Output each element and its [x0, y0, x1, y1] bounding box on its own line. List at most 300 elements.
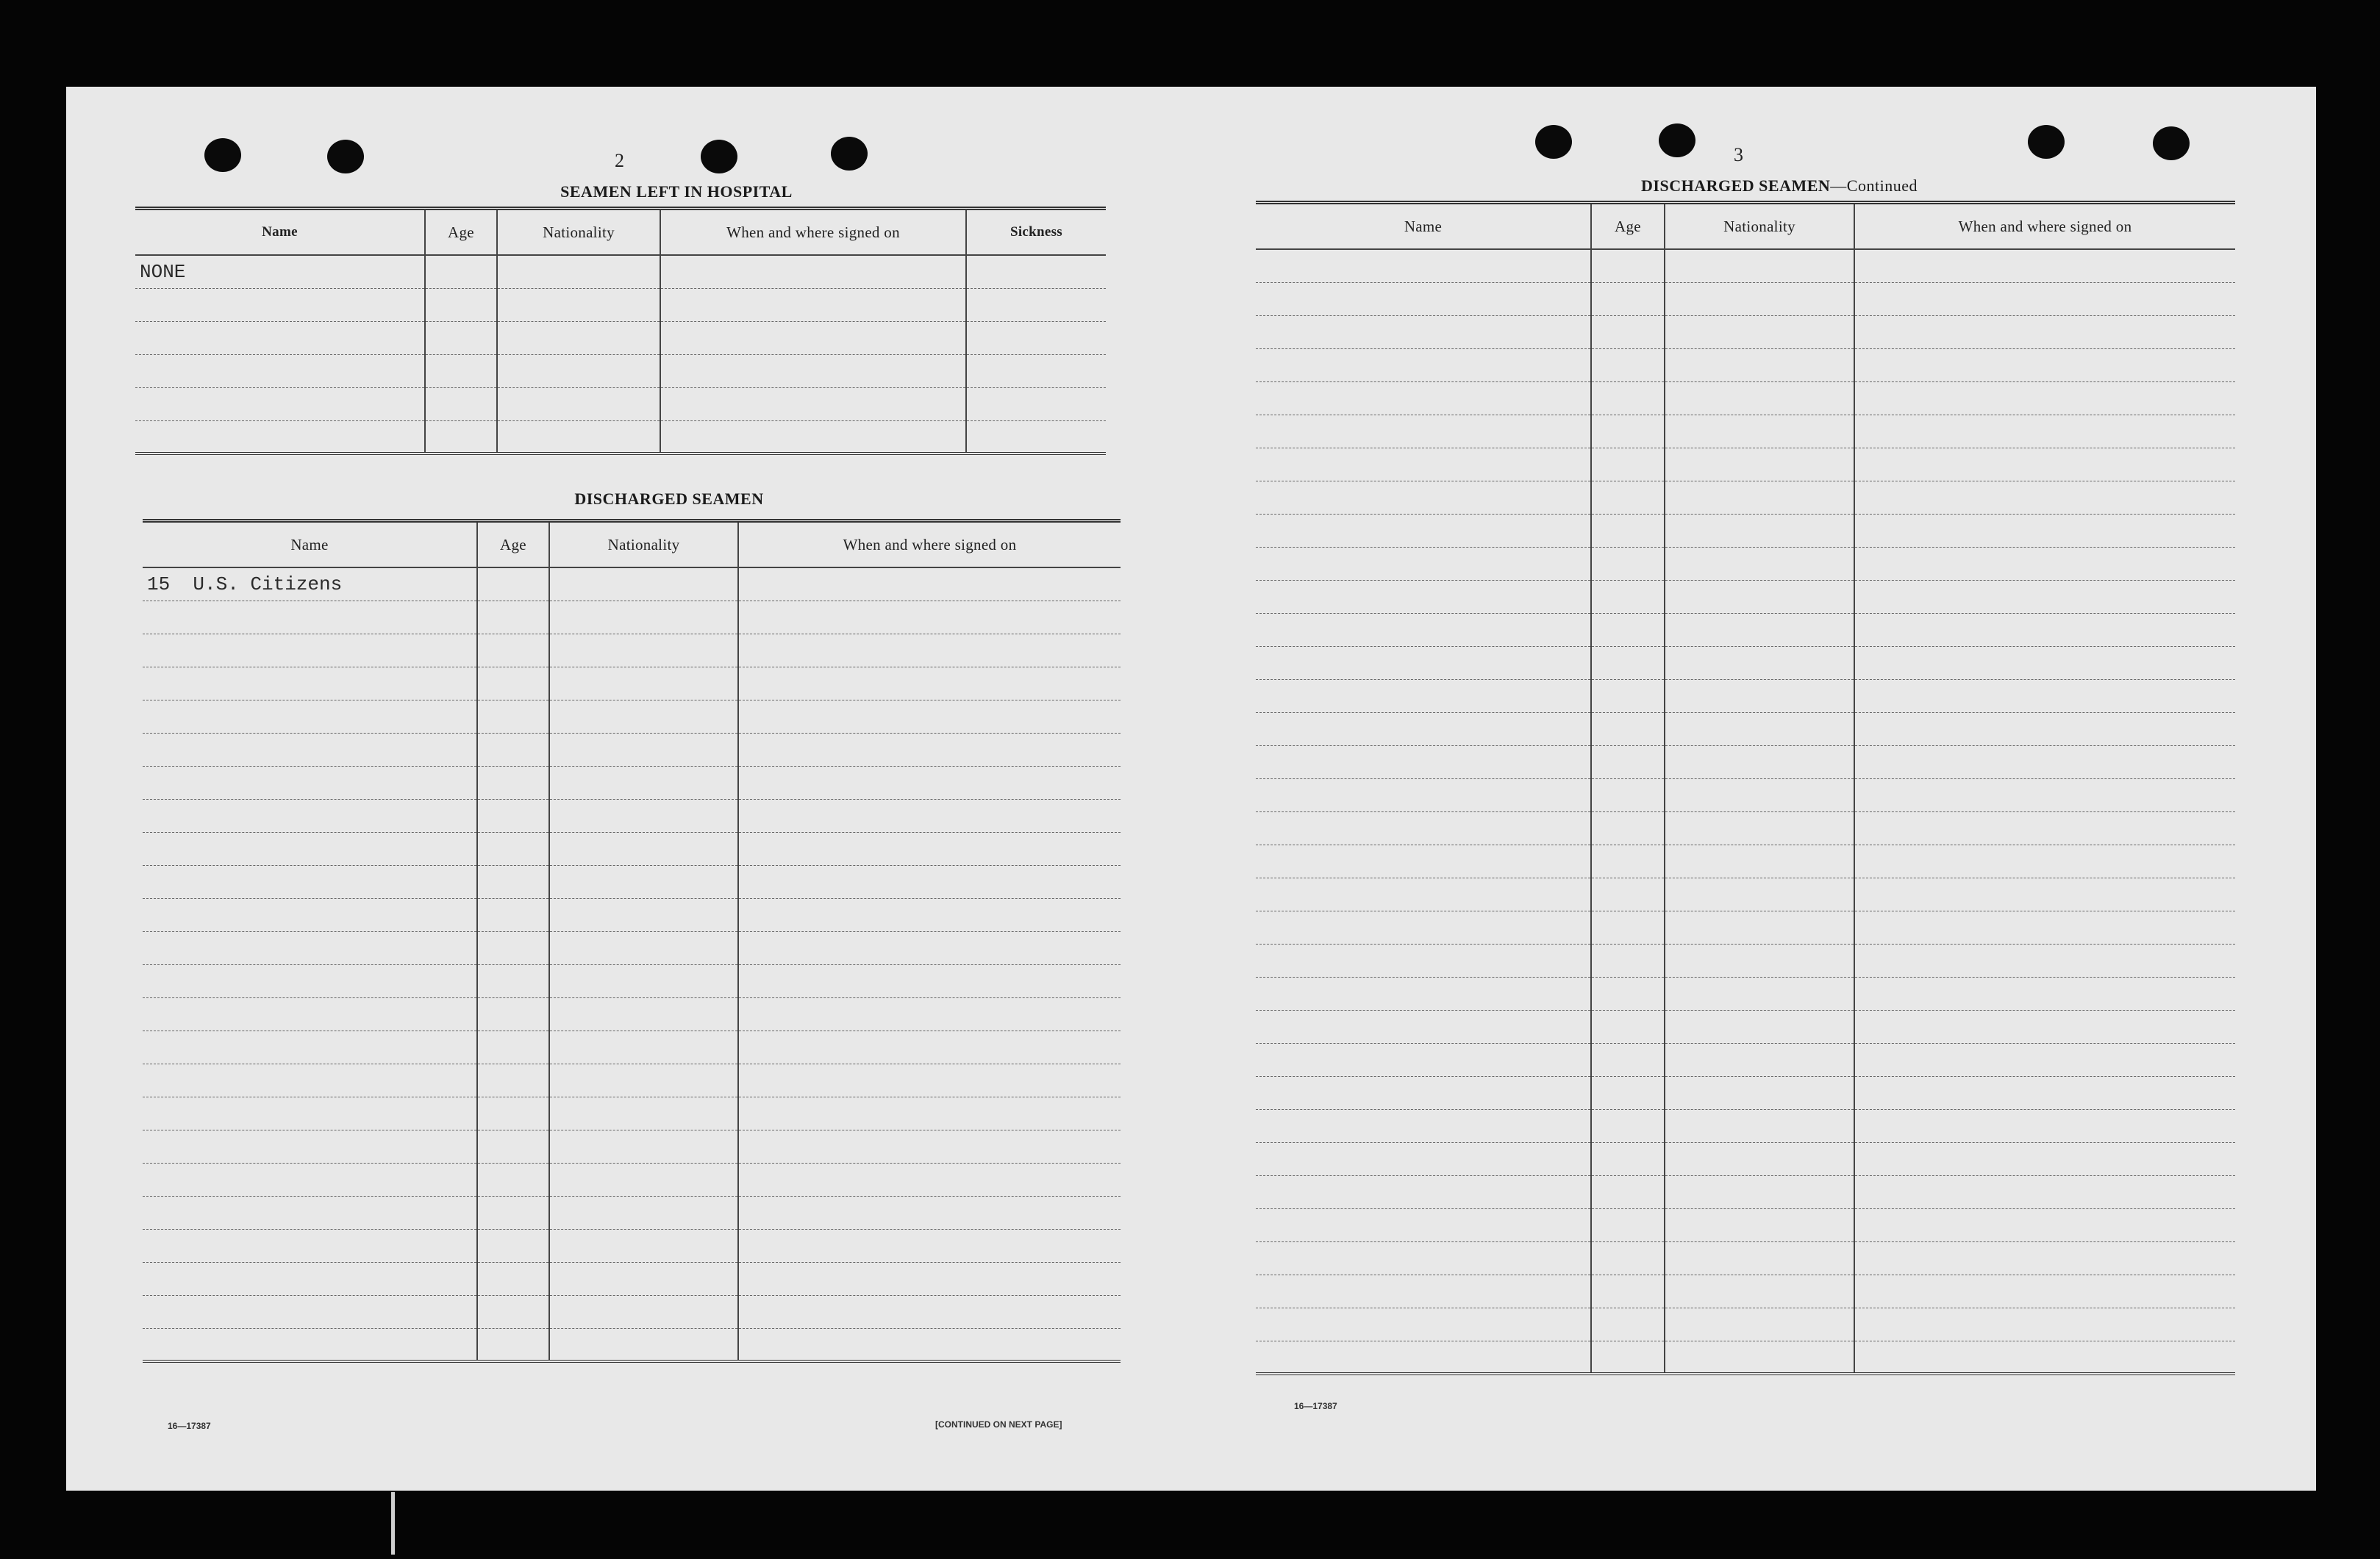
- table-cell: [549, 634, 738, 667]
- table-cell: [1665, 415, 1854, 448]
- table-cell: [738, 667, 1121, 700]
- punch-hole: [2153, 126, 2190, 160]
- table-cell: [477, 1130, 549, 1163]
- table-cell: [1665, 1076, 1854, 1109]
- table-cell: [1665, 348, 1854, 381]
- punch-hole: [1535, 125, 1572, 159]
- table-cell: [549, 1295, 738, 1328]
- table-row: [1256, 1109, 2235, 1142]
- table-cell: [1854, 514, 2235, 547]
- table-row: [1256, 712, 2235, 745]
- table-row: [1256, 282, 2235, 315]
- table-row: [1256, 315, 2235, 348]
- section-title-discharged-continued: [1485, 176, 2073, 196]
- table-cell: NONE: [135, 255, 425, 288]
- col-header-nationality: Nationality: [497, 209, 660, 256]
- table-cell: [549, 1130, 738, 1163]
- table-cell: [1591, 1308, 1665, 1341]
- table-cell: [1591, 646, 1665, 679]
- table-row: [135, 354, 1106, 387]
- table-cell: [143, 1031, 477, 1064]
- table-cell: [1854, 415, 2235, 448]
- table-cell: [1854, 745, 2235, 778]
- table-cell: [477, 733, 549, 766]
- table-cell: [477, 898, 549, 931]
- table-cell: [1854, 1308, 2235, 1341]
- table-cell: [477, 964, 549, 997]
- table-cell: [1665, 613, 1854, 646]
- table-cell: [1854, 315, 2235, 348]
- table-cell: [497, 255, 660, 288]
- table-cell: [143, 700, 477, 733]
- table-cell: [1256, 1175, 1591, 1208]
- table-cell: [1854, 646, 2235, 679]
- table-row: [1256, 1241, 2235, 1275]
- table-cell: [966, 288, 1106, 321]
- punch-hole: [831, 137, 868, 171]
- table-cell: [549, 601, 738, 634]
- table-row: [143, 1163, 1121, 1196]
- table-cell: [1665, 1341, 1854, 1374]
- table-cell: [1591, 613, 1665, 646]
- table-row: [1256, 1010, 2235, 1043]
- table-row: [1256, 811, 2235, 845]
- table-row: [143, 931, 1121, 964]
- col-header-age: Age: [425, 209, 497, 256]
- table-cell: [1854, 845, 2235, 878]
- table-cell: [549, 832, 738, 865]
- table-cell: [738, 1328, 1121, 1361]
- table-cell: [1665, 1275, 1854, 1308]
- table-cell: [549, 667, 738, 700]
- header-row: [135, 209, 1106, 256]
- table-row: [143, 667, 1121, 700]
- table-row: [143, 1031, 1121, 1064]
- table-cell: [738, 964, 1121, 997]
- table-cell: [1256, 878, 1591, 911]
- punch-hole: [327, 140, 364, 173]
- table-row: [1256, 514, 2235, 547]
- page-number: 3: [1734, 144, 1743, 165]
- table-cell: [1591, 778, 1665, 811]
- table-cell: [143, 1328, 477, 1361]
- table-cell: [1665, 381, 1854, 415]
- table-cell: [143, 1196, 477, 1229]
- record-sheet: [66, 87, 2316, 1491]
- table-cell: [738, 733, 1121, 766]
- table-cell: [549, 931, 738, 964]
- table-cell: [738, 567, 1121, 601]
- table-cell: [738, 799, 1121, 832]
- table-cell: [1256, 249, 1591, 282]
- table-row: [135, 387, 1106, 420]
- table-cell: [1854, 282, 2235, 315]
- table-cell: [1591, 514, 1665, 547]
- table-cell: [1854, 977, 2235, 1010]
- scan-artifact-line: [391, 1492, 395, 1555]
- table-cell: [1854, 944, 2235, 977]
- col-header-age: Age: [477, 521, 549, 568]
- table-cell: [1591, 1109, 1665, 1142]
- table-cell: [1256, 1142, 1591, 1175]
- table-row: [1256, 1142, 2235, 1175]
- table-cell: [143, 898, 477, 931]
- table-cell: [1665, 448, 1854, 481]
- table-cell: [549, 1196, 738, 1229]
- table-cell: [1665, 745, 1854, 778]
- table-cell: [1591, 1175, 1665, 1208]
- table-cell: [1854, 448, 2235, 481]
- table-cell: [135, 420, 425, 454]
- table-cell: [477, 634, 549, 667]
- table-row: [1256, 778, 2235, 811]
- punch-hole: [1659, 123, 1695, 157]
- table-cell: [143, 865, 477, 898]
- table-cell: [966, 420, 1106, 454]
- table-cell: [1854, 878, 2235, 911]
- table-row: [143, 1229, 1121, 1262]
- table-cell: [143, 1064, 477, 1097]
- table-cell: [1665, 778, 1854, 811]
- table-cell: [1854, 1341, 2235, 1374]
- table-cell: [1591, 1208, 1665, 1241]
- table-cell: [966, 387, 1106, 420]
- table-cell: [1854, 1275, 2235, 1308]
- table-cell: [1665, 845, 1854, 878]
- table-cell: [549, 1328, 738, 1361]
- table-cell: [1256, 745, 1591, 778]
- table-cell: [477, 931, 549, 964]
- table-cell: [1256, 613, 1591, 646]
- table-cell: [1256, 481, 1591, 514]
- table-cell: [1665, 481, 1854, 514]
- table-cell: [135, 387, 425, 420]
- table-cell: [143, 601, 477, 634]
- col-header-name: Name: [1256, 203, 1591, 250]
- table-row: [1256, 415, 2235, 448]
- table-row: [143, 700, 1121, 733]
- table-cell: [549, 766, 738, 799]
- table-cell: [1256, 778, 1591, 811]
- section-title-text: DISCHARGED SEAMEN: [1641, 176, 1831, 195]
- table-cell: [1665, 282, 1854, 315]
- table-cell: [738, 700, 1121, 733]
- table-cell: [966, 321, 1106, 354]
- table-row: [1256, 944, 2235, 977]
- table-row: [1256, 1208, 2235, 1241]
- table-cell: [143, 1262, 477, 1295]
- table-cell: [1591, 811, 1665, 845]
- continued-note: [CONTINUED ON NEXT PAGE]: [935, 1419, 1062, 1430]
- table-cell: [1665, 514, 1854, 547]
- table-cell: [1854, 481, 2235, 514]
- table-cell: [1665, 944, 1854, 977]
- punch-hole: [701, 140, 737, 173]
- table-row: [1256, 1043, 2235, 1076]
- table-row: [1256, 613, 2235, 646]
- table-cell: [1256, 911, 1591, 944]
- table-cell: [1256, 448, 1591, 481]
- col-header-signed-on: When and where signed on: [660, 209, 966, 256]
- table-cell: [1256, 547, 1591, 580]
- table-cell: [1256, 646, 1591, 679]
- table-cell: [1256, 1208, 1591, 1241]
- table-row: [143, 1064, 1121, 1097]
- table-cell: [143, 1229, 477, 1262]
- table-cell: [1665, 712, 1854, 745]
- table-cell: [738, 1163, 1121, 1196]
- table-cell: [660, 420, 966, 454]
- table-cell: [477, 667, 549, 700]
- table-cell: [1591, 944, 1665, 977]
- table-cell: [549, 1097, 738, 1130]
- section-title-discharged: DISCHARGED SEAMEN: [574, 490, 764, 508]
- table-row: [1256, 580, 2235, 613]
- table-cell: [1591, 679, 1665, 712]
- table-cell: [1854, 1010, 2235, 1043]
- table-cell: [1256, 1341, 1591, 1374]
- table-row: [1256, 448, 2235, 481]
- table-cell: [660, 255, 966, 288]
- table-cell: [1256, 282, 1591, 315]
- table-cell: [1854, 547, 2235, 580]
- table-cell: [477, 1163, 549, 1196]
- table-cell: [738, 1064, 1121, 1097]
- table-row: [1256, 679, 2235, 712]
- page-number: 2: [615, 150, 624, 171]
- table-cell: [660, 354, 966, 387]
- table-cell: [1256, 415, 1591, 448]
- table-cell: [1256, 381, 1591, 415]
- col-header-name: Name: [143, 521, 477, 568]
- table-cell: [143, 634, 477, 667]
- table-cell: [1854, 1175, 2235, 1208]
- table-row: [135, 321, 1106, 354]
- table-cell: [738, 898, 1121, 931]
- table-cell: [425, 288, 497, 321]
- table-row: [1256, 878, 2235, 911]
- table-cell: [477, 1328, 549, 1361]
- table-cell: [738, 1130, 1121, 1163]
- table-cell: [1854, 1043, 2235, 1076]
- col-header-signed-on: When and where signed on: [738, 521, 1121, 568]
- table-row: [143, 964, 1121, 997]
- table-cell: [738, 832, 1121, 865]
- table-row: [143, 832, 1121, 865]
- table-cell: [1591, 1241, 1665, 1275]
- table-cell: [1256, 679, 1591, 712]
- table-cell: [549, 997, 738, 1031]
- table-cell: [1665, 1241, 1854, 1275]
- table-cell: [477, 700, 549, 733]
- col-header-nationality: Nationality: [549, 521, 738, 568]
- discharged-continued-table: [1256, 201, 2235, 1375]
- table-cell: [1591, 282, 1665, 315]
- table-cell: [549, 799, 738, 832]
- table-row: [1256, 547, 2235, 580]
- table-cell: [425, 420, 497, 454]
- table-cell: [738, 1196, 1121, 1229]
- table-cell: [477, 766, 549, 799]
- table-cell: [738, 634, 1121, 667]
- table-cell: [1256, 1010, 1591, 1043]
- table-cell: [549, 733, 738, 766]
- table-row: [143, 865, 1121, 898]
- table-cell: [1854, 1241, 2235, 1275]
- table-cell: [1591, 1010, 1665, 1043]
- table-row: [1256, 249, 2235, 282]
- table-cell: [1591, 580, 1665, 613]
- header-row: [1256, 203, 2235, 250]
- table-cell: [1591, 745, 1665, 778]
- col-header-signed-on: When and where signed on: [1854, 203, 2235, 250]
- punch-hole: [2028, 125, 2065, 159]
- table-cell: [1665, 977, 1854, 1010]
- table-cell: [143, 931, 477, 964]
- table-cell: [549, 865, 738, 898]
- table-cell: [135, 288, 425, 321]
- table-row: [143, 766, 1121, 799]
- table-cell: [1665, 911, 1854, 944]
- table-cell: [477, 1295, 549, 1328]
- table-cell: [549, 567, 738, 601]
- table-cell: [1256, 1043, 1591, 1076]
- table-cell: [1854, 249, 2235, 282]
- table-row: [1256, 348, 2235, 381]
- table-cell: [1665, 646, 1854, 679]
- table-row: [143, 567, 1121, 601]
- form-number: 16—17387: [1294, 1401, 1337, 1411]
- table-cell: [143, 964, 477, 997]
- table-cell: [1256, 580, 1591, 613]
- table-cell: [1256, 944, 1591, 977]
- table-row: [135, 255, 1106, 288]
- table-cell: [738, 1229, 1121, 1262]
- table-cell: [477, 1196, 549, 1229]
- table-row: [1256, 1175, 2235, 1208]
- table-row: [1256, 1341, 2235, 1374]
- table-cell: [549, 1262, 738, 1295]
- table-cell: [477, 832, 549, 865]
- table-cell: [143, 1163, 477, 1196]
- table-cell: [660, 387, 966, 420]
- table-cell: [738, 865, 1121, 898]
- discharged-table: [143, 519, 1121, 1363]
- col-header-nationality: Nationality: [1665, 203, 1854, 250]
- table-cell: [143, 997, 477, 1031]
- table-cell: [477, 1262, 549, 1295]
- table-cell: [1591, 249, 1665, 282]
- table-cell: [1591, 1142, 1665, 1175]
- table-cell: [1591, 845, 1665, 878]
- table-cell: [1256, 1076, 1591, 1109]
- section-title-hospital: SEAMEN LEFT IN HOSPITAL: [560, 182, 793, 201]
- table-cell: [477, 1064, 549, 1097]
- table-cell: [1665, 1142, 1854, 1175]
- table-cell: [143, 799, 477, 832]
- table-cell: [966, 354, 1106, 387]
- table-cell: [1665, 1043, 1854, 1076]
- table-cell: [1665, 1109, 1854, 1142]
- table-cell: [477, 567, 549, 601]
- table-cell: [549, 1163, 738, 1196]
- table-cell: [1591, 315, 1665, 348]
- table-cell: [497, 288, 660, 321]
- table-cell: [738, 931, 1121, 964]
- table-row: [143, 1196, 1121, 1229]
- table-cell: [1256, 315, 1591, 348]
- table-cell: [1591, 1275, 1665, 1308]
- table-cell: [660, 288, 966, 321]
- table-row: [1256, 745, 2235, 778]
- section-title-suffix: —Continued: [1830, 176, 1918, 195]
- table-cell: [135, 321, 425, 354]
- table-cell: [497, 387, 660, 420]
- table-cell: [1591, 1043, 1665, 1076]
- table-cell: [143, 766, 477, 799]
- table-row: [135, 288, 1106, 321]
- table-cell: [425, 354, 497, 387]
- table-cell: [1854, 811, 2235, 845]
- table-row: [143, 733, 1121, 766]
- table-cell: [1591, 911, 1665, 944]
- punch-hole: [204, 138, 241, 172]
- table-cell: [738, 1097, 1121, 1130]
- table-cell: 15 U.S. Citizens: [143, 567, 477, 601]
- table-cell: [477, 997, 549, 1031]
- table-cell: [1591, 1341, 1665, 1374]
- table-cell: [1854, 911, 2235, 944]
- table-cell: [1256, 845, 1591, 878]
- table-row: [1256, 481, 2235, 514]
- table-cell: [425, 387, 497, 420]
- table-cell: [549, 1229, 738, 1262]
- table-cell: [1256, 1308, 1591, 1341]
- table-row: [143, 1295, 1121, 1328]
- table-cell: [143, 733, 477, 766]
- table-row: [1256, 1076, 2235, 1109]
- table-row: [1256, 646, 2235, 679]
- table-cell: [1591, 348, 1665, 381]
- table-cell: [477, 601, 549, 634]
- table-cell: [1854, 348, 2235, 381]
- table-cell: [1591, 448, 1665, 481]
- col-header-name: Name: [135, 209, 425, 256]
- table-cell: [549, 700, 738, 733]
- table-cell: [1854, 1142, 2235, 1175]
- table-cell: [143, 667, 477, 700]
- table-cell: [549, 1064, 738, 1097]
- table-row: [143, 1097, 1121, 1130]
- table-cell: [1591, 547, 1665, 580]
- table-cell: [425, 321, 497, 354]
- col-header-sickness: Sickness: [966, 209, 1106, 256]
- table-cell: [497, 321, 660, 354]
- table-cell: [477, 865, 549, 898]
- header-row: [143, 521, 1121, 568]
- col-header-age: Age: [1591, 203, 1665, 250]
- table-cell: [738, 1031, 1121, 1064]
- table-row: [143, 799, 1121, 832]
- table-cell: [1854, 381, 2235, 415]
- table-cell: [549, 898, 738, 931]
- form-number: 16—17387: [168, 1421, 211, 1431]
- table-row: [1256, 381, 2235, 415]
- table-cell: [143, 1130, 477, 1163]
- table-cell: [477, 1097, 549, 1130]
- table-row: [143, 898, 1121, 931]
- table-cell: [1256, 348, 1591, 381]
